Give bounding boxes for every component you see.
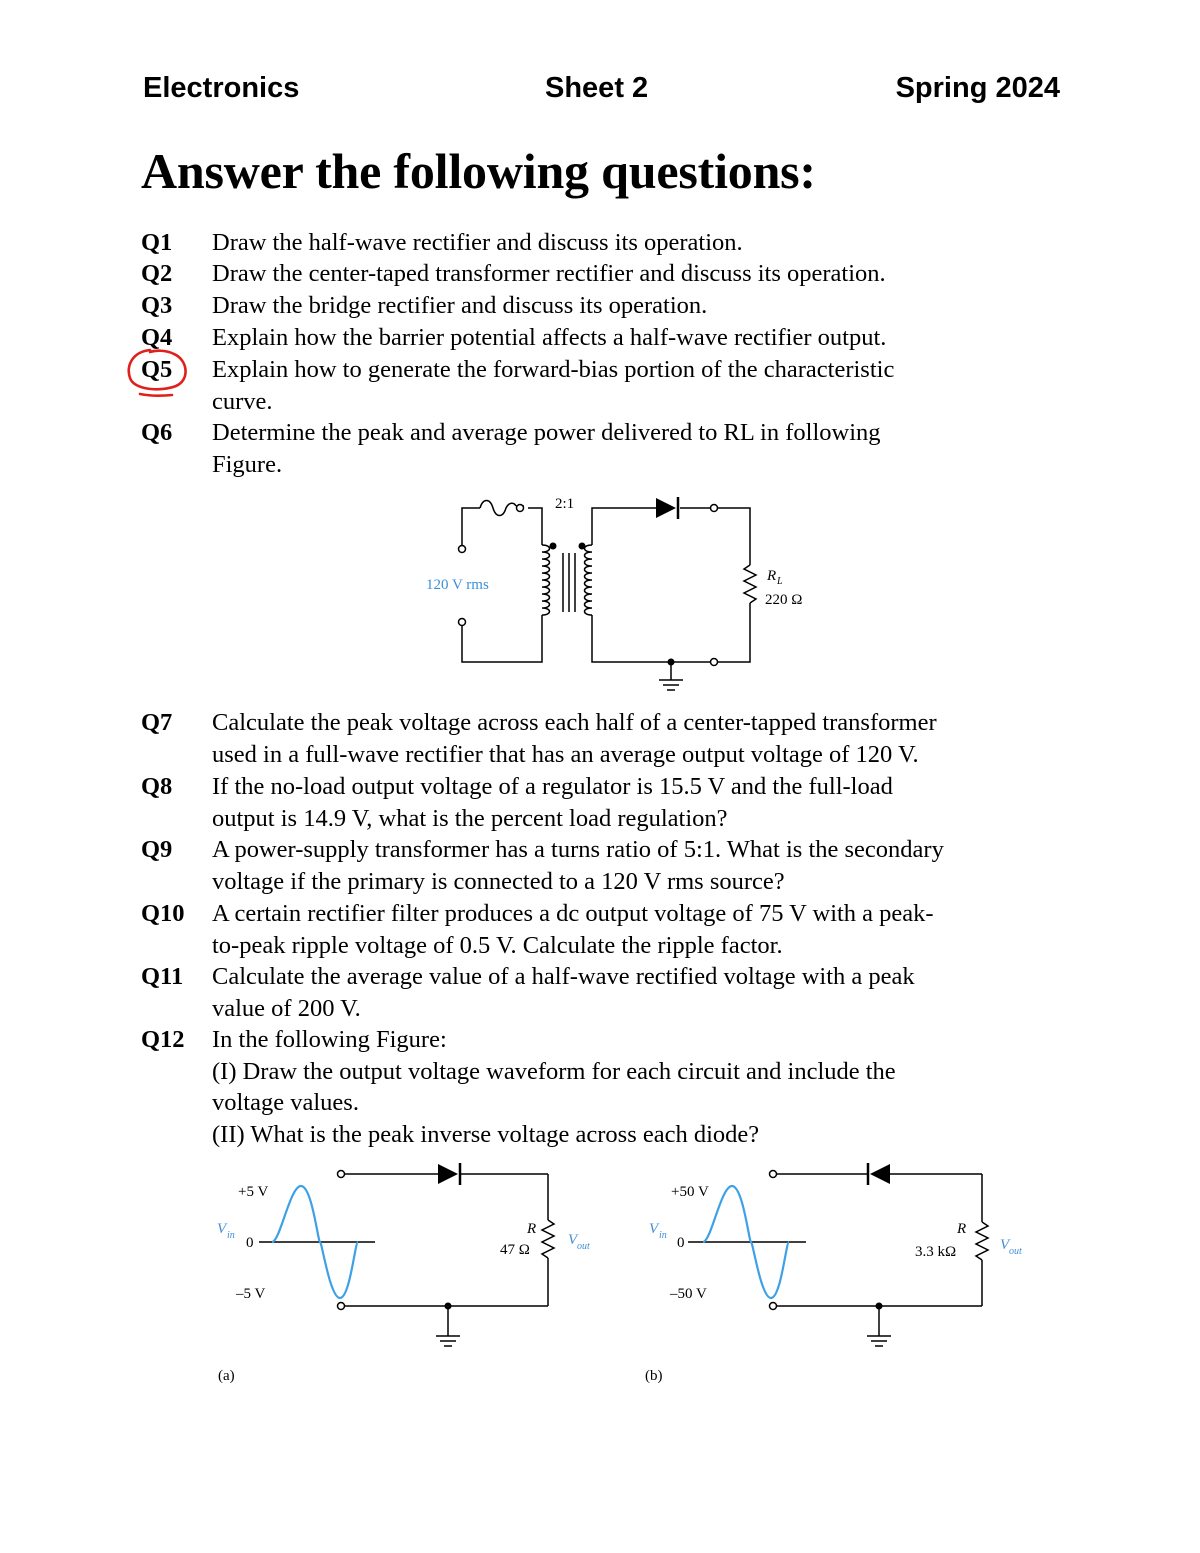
vin-peak-label: +5 V: [238, 1184, 269, 1200]
question-number: Q1: [141, 229, 173, 256]
term-label: Spring 2024: [895, 72, 1060, 104]
question-number: Q8: [141, 773, 173, 800]
page-title: Answer the following questions:: [141, 143, 816, 199]
question-text: Figure.: [212, 450, 283, 478]
r-value: 3.3 kΩ: [915, 1244, 957, 1260]
vin-label: V: [217, 1221, 227, 1237]
course-name: Electronics: [143, 72, 300, 104]
question-text: output is 14.9 V, what is the percent load regulation?: [212, 804, 728, 832]
question-text: A power-supply transformer has a turns ratio of 5:1. What is the secondary: [212, 836, 944, 863]
source-voltage-label: 120 V rms: [426, 577, 489, 593]
zero-label: 0: [677, 1235, 685, 1251]
r-label: R: [957, 1221, 967, 1237]
question-text: voltage values.: [212, 1089, 359, 1116]
question-text: Calculate the average value of a half-wave rectified voltage with a peak: [212, 963, 915, 990]
question-text: to-peak ripple voltage of 0.5 V. Calculate the ripple factor.: [212, 931, 783, 959]
question-number: Q10: [141, 900, 185, 927]
question-text: Determine the peak and average power delivered to RL in following: [212, 419, 881, 446]
question-text: A certain rectifier filter produces a dc output voltage of 75 V with a peak-: [212, 900, 934, 927]
question-text: curve.: [212, 387, 273, 415]
zero-label: 0: [246, 1235, 254, 1251]
question-number: Q4: [141, 324, 173, 351]
question-text: value of 200 V.: [212, 994, 361, 1022]
question-number: Q6: [141, 419, 173, 446]
question-text: (I) Draw the output voltage waveform for each circuit and include the: [212, 1057, 896, 1085]
question-number: Q11: [141, 963, 184, 990]
r-label: R: [527, 1221, 537, 1237]
rl-value: 220 Ω: [765, 592, 803, 608]
question-text: Draw the center-taped transformer rectifier and discuss its operation.: [212, 260, 886, 287]
question-text: Draw the bridge rectifier and discuss its operation.: [212, 292, 708, 319]
turns-ratio-label: 2:1: [555, 496, 575, 512]
question-number: Q9: [141, 836, 173, 863]
question-text: Explain how the barrier potential affects a half-wave rectifier output.: [212, 324, 887, 351]
sheet-label: Sheet 2: [545, 72, 649, 104]
vout-subscript: out: [1009, 1246, 1022, 1257]
vin-negative-label: –50 V: [670, 1286, 707, 1302]
rl-label: R: [767, 568, 777, 584]
question-number: Q3: [141, 292, 173, 319]
question-text: voltage if the primary is connected to a 120 V rms source?: [212, 867, 785, 895]
question-number: Q5: [141, 356, 173, 383]
r-value: 47 Ω: [500, 1242, 530, 1258]
vout-label: V: [1000, 1237, 1010, 1253]
vout-subscript: out: [577, 1241, 590, 1252]
question-number: Q12: [141, 1026, 185, 1053]
figure-caption-b: (b): [645, 1368, 663, 1384]
question-text: used in a full-wave rectifier that has an average output voltage of 120 V.: [212, 740, 919, 768]
vin-negative-label: –5 V: [236, 1286, 266, 1302]
question-text: Draw the half-wave rectifier and discuss its operation.: [212, 229, 743, 256]
question-text: Explain how to generate the forward-bias portion of the characteristic: [212, 356, 895, 383]
question-text: In the following Figure:: [212, 1026, 447, 1053]
question-number: Q7: [141, 709, 173, 736]
question-number: Q2: [141, 260, 173, 287]
figure-caption-a: (a): [218, 1368, 235, 1384]
vin-peak-label: +50 V: [671, 1184, 709, 1200]
vin-label: V: [649, 1221, 659, 1237]
vin-subscript: in: [227, 1230, 235, 1241]
question-text: If the no-load output voltage of a regulator is 15.5 V and the full-load: [212, 773, 893, 800]
vin-subscript: in: [659, 1230, 667, 1241]
question-text: Calculate the peak voltage across each half of a center-tapped transformer: [212, 709, 937, 736]
rl-subscript: L: [777, 576, 783, 587]
question-text: (II) What is the peak inverse voltage across each diode?: [212, 1120, 760, 1148]
vout-label: V: [568, 1232, 578, 1248]
